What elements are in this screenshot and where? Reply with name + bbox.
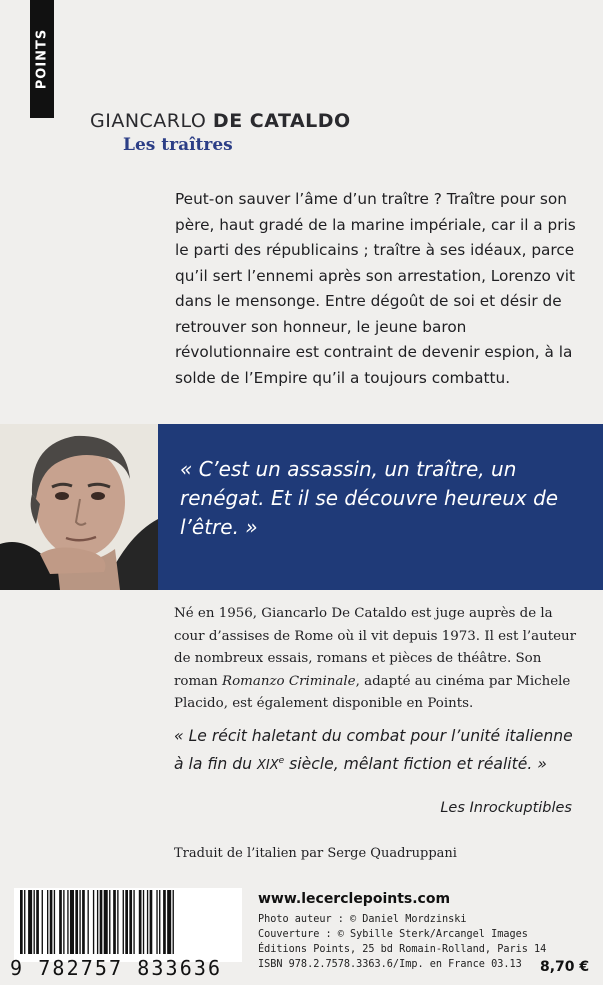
barcode-bar [88,890,89,954]
barcode-bar [143,890,144,954]
logo-text: POINTS [34,28,50,90]
barcode-bar [163,890,166,954]
translator-credit: Traduit de l’italien par Serge Quadruppani [174,846,457,861]
website-link[interactable]: www.lecerclepoints.com [258,891,451,907]
barcode-bar [59,890,62,954]
barcode-bar [123,890,124,954]
barcode-bar [79,890,80,954]
bio-novel-title: Romanzo Criminale [222,673,356,689]
author-last-name: DE CATALDO [212,110,351,132]
barcode-bar [63,890,64,954]
barcode-bar [75,890,78,954]
bio-text-2: , adapté au cinéma par Michele Placido, est également disponible en Points. [174,673,571,711]
review-source: Les Inrockuptibles [440,800,572,816]
price: 8,70 € [540,959,590,975]
barcode-bar [173,890,174,954]
barcode-bar [156,890,157,954]
author-name [90,110,351,132]
barcode-bar [70,890,74,954]
barcode-bar [20,890,23,954]
barcode-bar [139,890,142,954]
barcode-bar [82,890,85,954]
barcode-bar [34,890,35,954]
barcode-bar [109,890,110,954]
barcode-bar [104,890,108,954]
review-text-1: « Le récit haletant du combat pour l’unité italienne à la fin du [174,727,573,773]
barcode-bar [36,890,39,954]
author-first-name: GIANCARLO [90,110,207,132]
barcode-bar [125,890,128,954]
barcode-bar [147,890,148,954]
review-text-2: siècle, mêlant fiction et réalité. » [284,754,547,773]
barcode-bar [150,890,153,954]
barcode-bar [113,890,116,954]
barcode-bar [42,890,43,954]
barcode-bar [28,890,32,954]
band-quote: « C’est un assassin, un traître, un renégat. Et il se découvre heureux de l’être. » [180,457,559,539]
barcode-bar [100,890,103,954]
barcode-bar [129,890,132,954]
barcode-bar [50,890,53,954]
barcode-bar [159,890,160,954]
bio-text-1: Né en 1956, Giancarlo De Cataldo est juge auprès de la cour d’assises de Rome où il vit depuis 1973. Il est l’auteur de nombreux essais, romans et pièces de théâtre. Son roman [174,606,577,689]
points-logo [30,0,54,118]
barcode [14,888,242,962]
isbn-line: ISBN 978.2.7578.3363.6/Imp. en France 03.13 [258,959,522,970]
review-century: XIX [257,757,279,773]
review-quote [174,724,584,778]
barcode-bar [117,890,118,954]
barcode-bar [133,890,134,954]
book-title: Les traîtres [123,135,233,155]
author-photo [0,424,158,590]
publisher-address: Éditions Points, 25 bd Romain-Rolland, Paris 14 [258,944,547,955]
cover-credit: Couverture : © Sybille Sterk/Arcangel Images [258,929,528,940]
barcode-bar [47,890,48,954]
barcode-bar [67,890,68,954]
barcode-bar [24,890,25,954]
barcode-bar [97,890,98,954]
barcode-number: 9 782757 833636 [10,956,223,980]
photo-credit: Photo auteur : © Daniel Mordzinski [258,914,467,925]
barcode-bar [54,890,55,954]
barcode-bar [93,890,94,954]
review-century-sup: e [278,755,285,766]
book-blurb: Peut-on sauver l’âme d’un traître ? Traître pour son père, haut gradé de la marine impériale, car il a pris le parti des républicains ; traître à ses idéaux, parce qu’il sert l’ennemi après son arrestation, Lorenzo vit dans le mensonge. Entre dégoût de soi et désir de retrouver son honneur, le jeune baron révolutionnaire est contraint de devenir espion, à la solde de l’Empire qu’il a toujours combattu. [175,190,576,387]
barcode-bar [167,890,171,954]
author-bio [174,603,584,716]
